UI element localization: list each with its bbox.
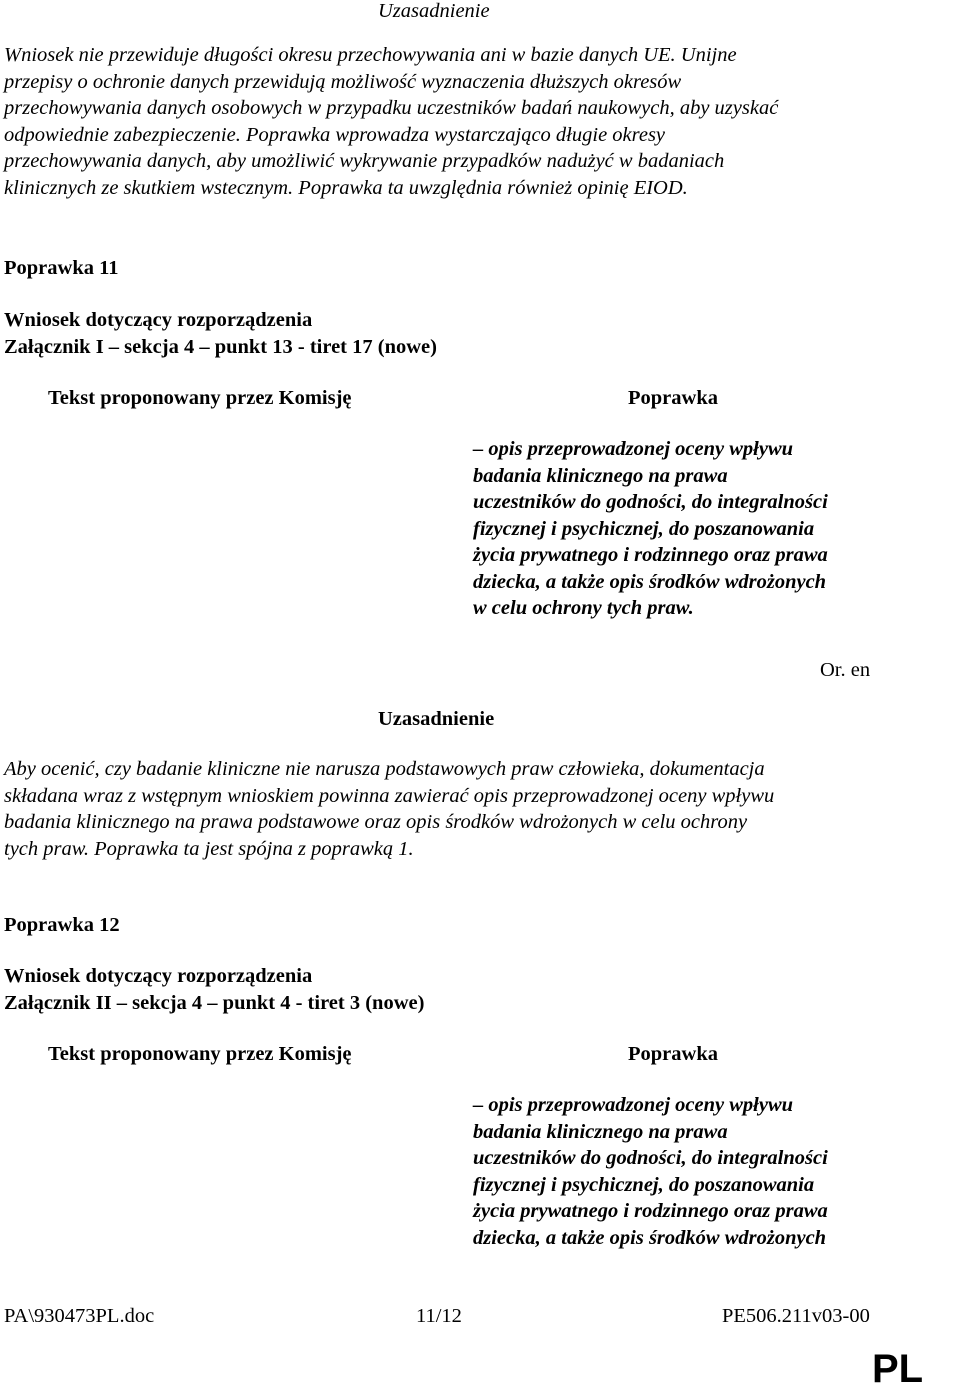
paragraph-line: przechowywania danych, aby umożliwić wykrywanie przypadków nadużyć w badaniach	[4, 150, 725, 172]
amendment-line: badania klinicznego na prawa	[473, 464, 728, 487]
footer-language: PL	[872, 1347, 924, 1391]
amendment-line: fizycznej i psychicznej, do poszanowania	[473, 1173, 815, 1196]
footer-page-number: 11/12	[416, 1305, 462, 1327]
amendment-11-proposal: Wniosek dotyczący rozporządzenia	[4, 309, 313, 331]
amendment-line: – opis przeprowadzonej oceny wpływu	[473, 438, 794, 460]
amendment-line: uczestników do godności, do integralności	[473, 1147, 828, 1169]
footer-doc-ref: PA\930473PL.doc	[4, 1305, 155, 1327]
amendment-12-amendment-header: Poprawka	[628, 1043, 718, 1065]
paragraph-line: przechowywania danych osobowych w przypadku uczestników badań naukowych, aby uzyskać	[4, 97, 779, 119]
amendment-11-justification-heading: Uzasadnienie	[378, 708, 495, 730]
amendment-line: w celu ochrony tych praw.	[473, 597, 694, 619]
paragraph-line: badania klinicznego na prawa podstawowe oraz opis środków wdrożonych w celu ochrony	[4, 811, 748, 833]
paragraph-line: odpowiednie zabezpieczenie. Poprawka wprowadza wystarczająco długie okresy	[4, 123, 666, 146]
paragraph-line: Aby ocenić, czy badanie kliniczne nie narusza podstawowych praw człowieka, dokumentacja	[4, 758, 765, 780]
original-language: Or. en	[820, 659, 871, 681]
amendment-line: dziecka, a także opis środków wdrożonych	[473, 570, 827, 593]
amendment-12-reference: Załącznik II – sekcja 4 – punkt 4 - tiret 3 (nowe)	[4, 992, 425, 1014]
amendment-12-commission-header: Tekst proponowany przez Komisję	[48, 1043, 352, 1065]
paragraph-line: przepisy o ochronie danych przewidują możliwość wyznaczenia dłuższych okresów	[4, 70, 682, 93]
footer-pe-ref: PE506.211v03-00	[722, 1305, 870, 1327]
top-justification-heading: Uzasadnienie	[378, 0, 490, 22]
top-justification-paragraph	[4, 42, 904, 201]
amendment-11-amendment-header: Poprawka	[628, 387, 718, 409]
amendment-11-reference: Załącznik I – sekcja 4 – punkt 13 - tiret 17 (nowe)	[4, 336, 437, 358]
paragraph-line: składana wraz z wstępnym wnioskiem powinna zawierać opis przeprowadzonej oceny wpływu	[4, 784, 775, 807]
amendment-12-text	[473, 1092, 913, 1251]
amendment-12-proposal: Wniosek dotyczący rozporządzenia	[4, 965, 313, 987]
amendment-11-justification-paragraph	[4, 756, 904, 862]
paragraph-line: Wniosek nie przewiduje długości okresu przechowywania ani w bazie danych UE. Unijne	[4, 44, 737, 66]
amendment-11-text	[473, 436, 913, 622]
amendment-line: dziecka, a także opis środków wdrożonych	[473, 1226, 827, 1249]
amendment-line: – opis przeprowadzonej oceny wpływu	[473, 1094, 794, 1116]
amendment-12-title: Poprawka 12	[4, 914, 120, 936]
paragraph-line: klinicznych ze skutkiem wstecznym. Poprawka ta uwzględnia również opinię EIOD.	[4, 176, 688, 199]
amendment-line: uczestników do godności, do integralności	[473, 491, 828, 513]
amendment-line: życia prywatnego i rodzinnego oraz prawa	[473, 1200, 828, 1222]
paragraph-line: tych praw. Poprawka ta jest spójna z poprawką 1.	[4, 837, 414, 860]
amendment-11-title: Poprawka 11	[4, 257, 119, 279]
amendment-line: fizycznej i psychicznej, do poszanowania	[473, 517, 815, 540]
amendment-11-commission-header: Tekst proponowany przez Komisję	[48, 387, 352, 409]
amendment-line: życia prywatnego i rodzinnego oraz prawa	[473, 544, 828, 566]
amendment-line: badania klinicznego na prawa	[473, 1120, 728, 1143]
